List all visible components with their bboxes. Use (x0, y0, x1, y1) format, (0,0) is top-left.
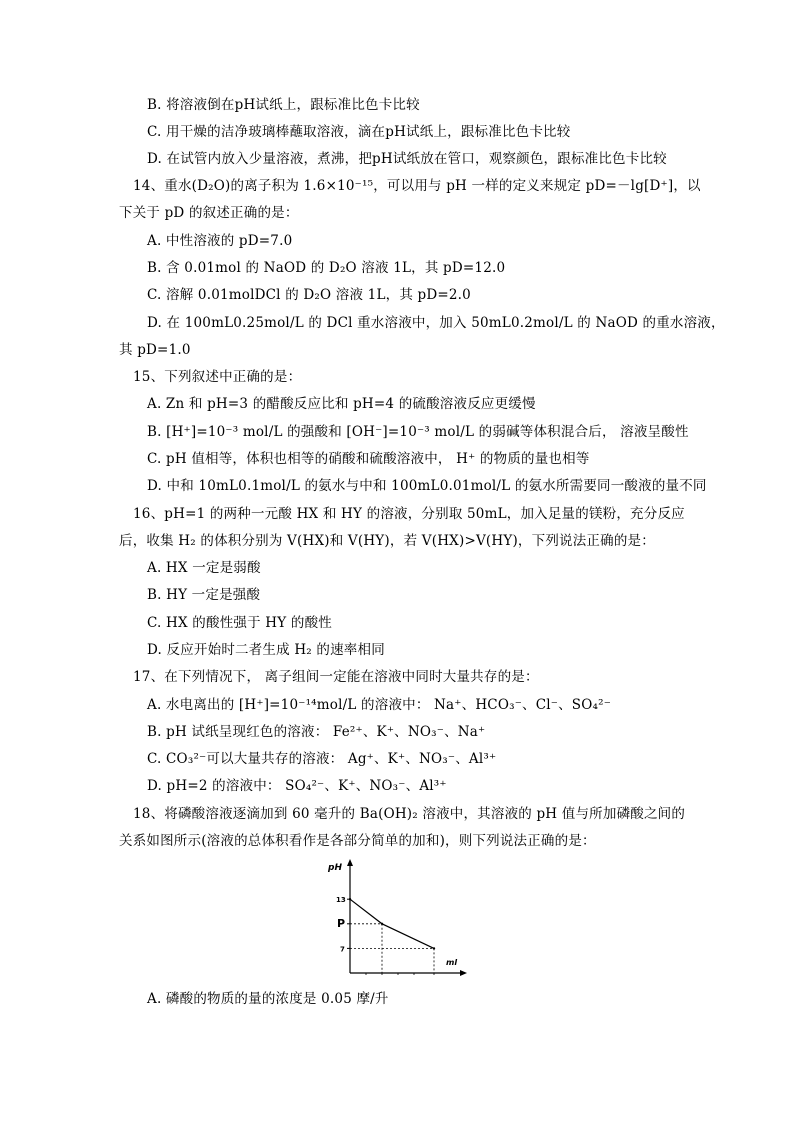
data-point (433, 947, 435, 949)
q14-stem-line1: 14、重水(D₂O)的离子积为 1.6×10⁻¹⁵，可以用与 pH 一样的定义来规定 pD=－lg[D⁺]，以 (133, 178, 701, 194)
y-axis-label: pH (328, 863, 342, 873)
q13-option-b: B. 将溶液倒在pH试纸上，跟标准比色卡比较 (147, 97, 420, 113)
q14-option-b: B. 含 0.01mol 的 NaOD 的 D₂O 溶液 1L，其 pD=12.0 (147, 260, 506, 276)
q16-stem-line2: 后，收集 H₂ 的体积分别为 V(HX)和 V(HY)，若 V(HX)>V(HY)，下列说法正确的是： (119, 533, 655, 549)
y-tick-label: P (337, 916, 346, 930)
q17-option-d: D. pH=2 的溶液中： SO₄²⁻、K⁺、NO₃⁻、Al³⁺ (147, 778, 447, 794)
x-axis-label: ml (446, 958, 458, 967)
q18-stem-line1: 18、将磷酸溶液逐滴加到 60 毫升的 Ba(OH)₂ 溶液中，其溶液的 pH 值与所加磷酸之间的 (133, 806, 686, 822)
q17-stem: 17、在下列情况下， 离子组间一定能在溶液中同时大量共存的是： (133, 669, 539, 685)
q17-option-a: A. 水电离出的 [H⁺]=10⁻¹⁴mol/L 的溶液中： Na⁺、HCO₃⁻、Cl⁻、SO₄²⁻ (147, 697, 612, 713)
q16-stem-line1: 16、pH=1 的两种一元酸 HX 和 HY 的溶液，分别取 50mL，加入足量的镁粉，充分反应 (133, 506, 685, 522)
q16-option-c: C. HX 的酸性强于 HY 的酸性 (147, 615, 332, 631)
q18-option-a: A. 磷酸的物质的量的浓度是 0.05 摩/升 (147, 991, 389, 1007)
y-tick-label: 7 (340, 945, 345, 954)
x-axis-arrow (460, 970, 467, 976)
y-tick-label: 13 (336, 896, 346, 905)
q18-stem-line2: 关系如图所示(溶液的总体积看作是各部分简单的加和)，则下列说法正确的是： (119, 833, 596, 849)
q13-option-d: D. 在试管内放入少量溶液，煮沸，把pH试纸放在管口，观察颜色，跟标准比色卡比较 (147, 151, 667, 167)
y-axis-arrow (347, 859, 353, 866)
q14-option-d-line1: D. 在 100mL0.25mol/L 的 DCl 重水溶液中，加入 50mL0.2mol/L 的 NaOD 的重水溶液， (147, 315, 725, 331)
q15-option-a: A. Zn 和 pH=3 的醋酸反应比和 pH=4 的硫酸溶液反应更缓慢 (147, 396, 536, 412)
data-point (381, 923, 383, 925)
q17-option-b: B. pH 试纸呈现红色的溶液： Fe²⁺、K⁺、NO₃⁻、Na⁺ (147, 724, 486, 740)
q14-option-a: A. 中性溶液的 pD=7.0 (147, 233, 293, 249)
q16-option-d: D. 反应开始时二者生成 H₂ 的速率相同 (147, 642, 385, 658)
q15-option-c: C. pH 值相等，体积也相等的硝酸和硫酸溶液中， H⁺ 的物质的量也相等 (147, 451, 590, 467)
q14-option-d-line2: 其 pD=1.0 (119, 342, 191, 358)
q14-stem-line2: 下关于 pD 的叙述正确的是： (119, 205, 299, 221)
q15-stem: 15、下列叙述中正确的是： (133, 369, 302, 385)
q16-option-b: B. HY 一定是强酸 (147, 587, 261, 603)
q15-option-b: B. [H⁺]=10⁻³ mol/L 的强酸和 [OH⁻]=10⁻³ mol/L 的弱碱等体积混合后， 溶液呈酸性 (147, 424, 689, 440)
q17-option-c: C. CO₃²⁻可以大量共存的溶液： Ag⁺、K⁺、NO₃⁻、Al³⁺ (147, 751, 497, 767)
q13-option-c: C. 用干燥的洁净玻璃棒蘸取溶液，滴在pH试纸上，跟标准比色卡比较 (147, 124, 571, 140)
q16-option-a: A. HX 一定是弱酸 (147, 560, 261, 576)
q14-option-c: C. 溶解 0.01molDCl 的 D₂O 溶液 1L，其 pD=2.0 (147, 287, 471, 303)
q15-option-d: D. 中和 10mL0.1mol/L 的氨水与中和 100mL0.01mol/L 的氨水所需要同一酸液的量不同 (147, 478, 707, 494)
ph-chart (320, 855, 470, 980)
